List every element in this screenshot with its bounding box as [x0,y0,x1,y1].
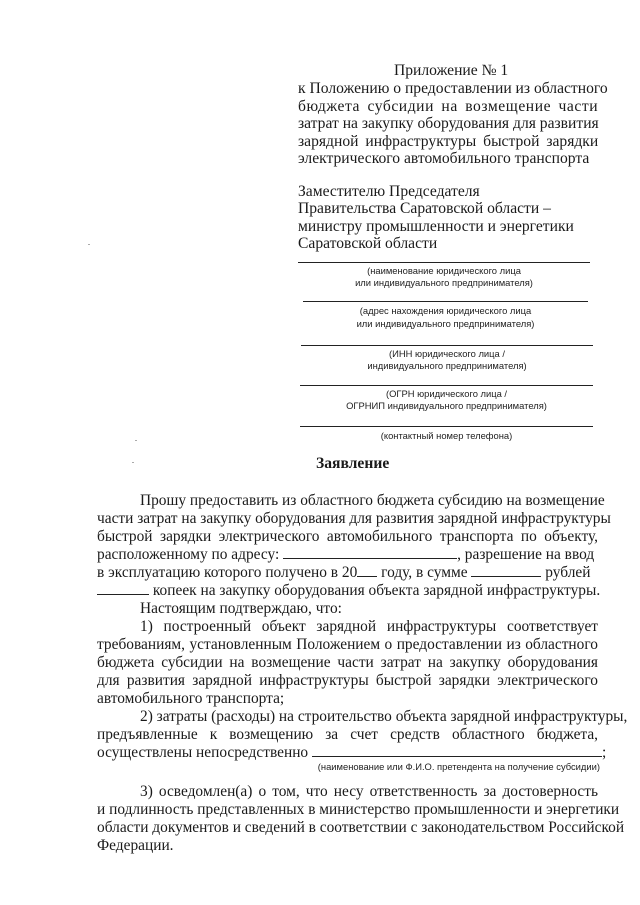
body-line: области документов и сведений в соответствии с законодательством Российской [97,819,625,836]
field-caption: (ОГРН юридического лица / [385,388,508,399]
addressee-line: Саратовской области [298,235,438,252]
body-line: Прошу предоставить из областного бюджета субсидию на возмещение [140,492,605,509]
body-line [97,582,600,599]
field-caption: (наименование или Ф.И.О. претендента на получение субсидии) [317,761,600,772]
body-line: и подлинность представленных в министерство промышленности и энергетики [97,801,620,818]
applicant-phone-line[interactable] [300,426,593,427]
body-text: ; [602,744,607,761]
body-text: рублей [545,564,591,581]
body-text: году, в сумме [381,564,468,581]
applicant-name-blank[interactable] [312,744,602,757]
object-address-blank[interactable] [283,546,457,559]
document-heading: Заявление [316,455,390,472]
appendix-line: электрического автомобильного транспорта [298,150,590,167]
body-line: Настоящим подтверждаю, что: [140,600,342,617]
rubles-amount-blank[interactable] [471,564,541,577]
body-line: 1) построенный объект зарядной инфраструктуры соответствует [140,618,598,635]
scan-speck [132,462,134,463]
kopecks-amount-blank[interactable] [97,582,149,595]
field-caption: индивидуального предпринимателя) [367,360,527,371]
body-line: бюджета субсидии на возмещение части затрат на закупку оборудования [97,654,598,671]
applicant-ogrn-line[interactable] [300,385,593,386]
field-caption: (адрес нахождения юридического лица [359,305,532,316]
body-text: копеек на закупку оборудования объекта зарядной инфраструктуры. [152,582,601,599]
applicant-inn-line[interactable] [301,345,593,346]
addressee-line: министру промышленности и энергетики [298,218,574,235]
body-text: , разрешение на ввод [457,546,595,563]
year-blank[interactable] [357,564,377,577]
scan-speck [135,440,137,441]
field-caption: (наименование юридического лица [367,265,521,276]
scan-speck [88,244,90,245]
applicant-name-line[interactable] [298,262,590,263]
body-text: в эксплуатацию которого получено в 20 [97,564,358,581]
body-line: Федерации. [97,837,174,854]
field-caption: (контактный номер телефона) [380,430,513,441]
field-caption: или индивидуального предпринимателя) [355,277,533,288]
body-line: автомобильного транспорта; [97,690,285,707]
body-text: расположенному по адресу: [97,546,280,563]
body-line: 3) осведомлен(а) о том, что несу ответственность за достоверность [140,783,598,800]
appendix-title: Приложение № 1 [394,62,509,79]
body-text: осуществлены непосредственно [97,744,309,761]
addressee-line: Заместителю Председателя [298,183,480,200]
addressee-line: Правительства Саратовской области – [298,200,551,217]
body-line [97,744,606,761]
body-line: части затрат на закупку оборудования для развития зарядной инфраструктуры [97,510,611,527]
body-line: для развития зарядной инфраструктуры быстрой зарядки электрического [97,672,598,689]
body-line: 2) затраты (расходы) на строительство объекта зарядной инфраструктуры, [140,708,628,725]
applicant-address-line[interactable] [303,301,588,302]
field-caption: или индивидуального предпринимателя) [356,318,535,329]
appendix-line: к Положению о предоставлении из областного [298,80,608,97]
body-line [97,564,590,581]
appendix-line: затрат на закупку оборудования для развития [298,115,599,132]
body-line: предъявленные к возмещению за счет средств областного бюджета, [97,726,598,743]
body-line: требованиям, установленным Положением о предоставлении из областного [97,636,598,653]
appendix-line: бюджета субсидии на возмещение части [298,98,599,115]
appendix-line: зарядной инфраструктуры быстрой зарядки [298,133,599,150]
body-line [97,546,594,563]
field-caption: (ИНН юридического лица / [389,348,505,359]
field-caption: ОГРНИП индивидуального предпринимателя) [346,400,547,411]
body-line: быстрой зарядки электрического автомобильного транспорта по объекту, [97,528,598,545]
